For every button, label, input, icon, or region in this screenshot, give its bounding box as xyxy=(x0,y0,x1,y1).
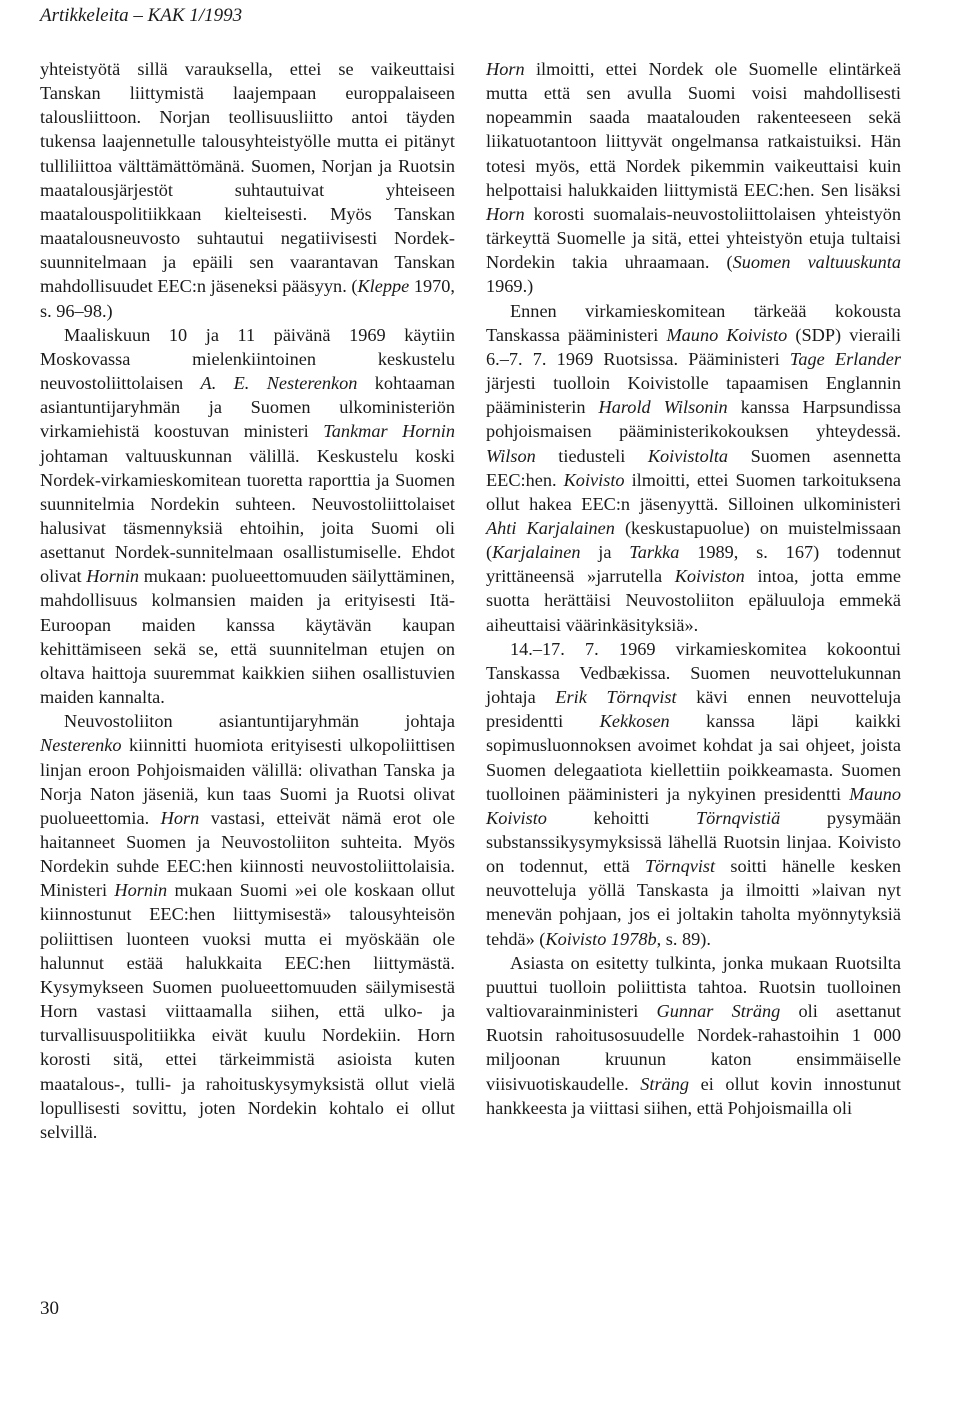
right-column xyxy=(486,57,901,1120)
paragraph: Horn ilmoitti, ettei Nordek ole Suomelle elintärkeä mutta että sen avulla Suomi voisi mahdollisesti nopeammin saada maatalouden rakenteeseen sekä liikatuotantoon liittyvät ongelmansa ratkaistuiksi. Hän totesi myös, että Nordek pikemmin vaikeuttaisi kuin helpottaisi halukkaiden liittymistä EEC:hen. Sen lisäksi Horn korosti suomalais-neuvostoliittolaisen yhteistyön tärkeyttä Suomelle ja sitä, ettei yhteistyön etuja tultaisi Nordekin takia uhraamaan. (Suomen valtuuskunta 1969.) xyxy=(486,59,901,297)
paragraph: Maaliskuun 10 ja 11 päivänä 1969 käytiin Moskovassa mielenkiintoinen keskustelu neuvostoliittolaisen A. E. Nesterenkon kohtaaman asiantuntijaryhmän ja Suomen ulkoministeriön virkamiehistä koostuvan ministeri Tankmar Hornin johtaman valtuuskunnan välillä. Keskustelu koski Nordek-virkamieskomitean tuoretta raporttia ja Suomen suunnitelmia Nordekin suhteen. Neuvostoliittolaiset halusivat täsmennyksiä ehtoihin, joita Suomi oli asettanut Nordek-sunnitelmaan osallistumiselle. Ehdot olivat Hornin mukaan: puolueettomuuden säilyttäminen, mahdollisuus kolmansien maiden ja erityisesti Itä-Euroopan maiden kanssa käytävän kaupan kehittämiseen sekä se, että suunnitelman etujen on oltava haittoja suuremmat kaikkien siihen osallistuvien maiden kannalta. xyxy=(40,324,456,708)
paragraph: Neuvostoliiton asiantuntijaryhmän johtaja Nesterenko kiinnitti huomiota erityisesti ulkopoliittisen linjan eroon Pohjoismaiden välillä: olivathan Tanska ja Norja Naton jäseniä, kun taas Suomi ja Ruotsi olivat puolueettomia. Horn vastasi, etteivät nämä erot ole haitanneet Suomen ja Neuvostoliiton suhteita. Myös Nordekin suhde EEC:hen kiinnosti neuvostoliittolaisia. Ministeri Hornin mukaan Suomi »ei ole koskaan ollut kiinnostunut EEC:hen liittymisestä» talousyhteisön poliittisen luonteen vuoksi mutta ei myöskään ole halunnut estää halukkaita EEC:hen liittymästä. Kysymykseen Suomen puolueettomuuden säilymisestä Horn vastasi viittaamalla siihen, että ulko- ja turvallisuuspolitiikka eivät kuulu Nordekiin. Horn korosti sitä, ettei tärkeimmistä asioista kuten maatalous-, tulli- ja rahoituskysymyksistä ollut vielä lopullisesti sovittu, joten Nordekin kohtalo ei ollut selvillä. xyxy=(40,711,455,1142)
left-column xyxy=(40,57,455,1144)
paragraph: 14.–17. 7. 1969 virkamieskomitea kokoontui Tanskassa Vedbækissa. Suomen neuvottelukunnan johtaja Erik Törnqvist kävi ennen neuvotteluja presidentti Kekkosen kanssa läpi kaikki sopimusluonnoksen avoimet kohdat ja sai ohjeet, joista Suomen delegaatiota kiellettiin poikkeamasta. Suomen tuolloinen pääministeri ja nykyinen presidentti Mauno Koivisto kehoitti Törnqvistiä pysymään substanssikysymyksissä lähellä Ruotsin linjaa. Koivisto on todennut, että Törnqvist soitti hänelle kesken neuvotteluja yöllä Tanskasta ja ilmoitti »laivan nyt menevän pohjaan, jos ei joltakin taholta myönnytyksiä tehdä» (Koivisto 1978b, s. 89). xyxy=(486,638,901,949)
page-number: 30 xyxy=(40,1298,59,1319)
paragraph: yhteistyötä sillä varauksella, ettei se vaikeuttaisi Tanskan liittymistä laajempaan europpalaiseen talousliittoon. Norjan teollisuusliitto antoi täyden tukensa laajennetulle talousyhteistyölle mutta ei pitänyt tulliliittoa välttämättömänä. Suomen, Norjan ja Ruotsin maatalousjärjestöt suhtautuivat yhteiseen maatalouspolitiikkaan kielteisesti. Myös Tanskan maatalousneuvosto suhtautui negatiivisesti Nordek-suunnitelmaan ja epäili sen vaarantavan Tanskan mahdollisuudet EEC:n jäseneksi pääsyyn. (Kleppe 1970, s. 96–98.) xyxy=(40,59,456,321)
running-header: Artikkeleita – KAK 1/1993 xyxy=(40,5,243,26)
paragraph: Asiasta on esitetty tulkinta, jonka mukaan Ruotsilta puuttui tuolloin poliittista tahtoa. Ruotsin tuolloinen valtiovarainministeri Gunnar Sträng oli asettanut Ruotsin rahoitusosuudelle Nordek-rahastoihin 1 000 miljoonan kruunun katon ensimmäiselle viisivuotiskaudelle. Sträng ei ollut kovin innostunut hankkeesta ja viittasi siihen, että Pohjoismailla oli xyxy=(486,952,901,1118)
paragraph: Ennen virkamieskomitean tärkeää kokousta Tanskassa pääministeri Mauno Koivisto (SDP) vieraili 6.–7. 7. 1969 Ruotsissa. Pääministeri Tage Erlander järjesti tuolloin Koivistolle tapaamisen Englannin pääministerin Harold Wilsonin kanssa Harpsundissa pohjoismaisen pääministerikokouksen yhteydessä. Wilson tiedusteli Koivistolta Suomen asennetta EEC:hen. Koivisto ilmoitti, ettei Suomen tarkoituksena ollut hakea EEC:n jäsenyyttä. Silloinen ulkoministeri Ahti Karjalainen (keskustapuolue) on muistelmissaan (Karjalainen ja Tarkka 1989, s. 167) todennut yrittäneensä »jarrutella Koiviston intoa, jotta emme suotta herättäisi Neuvostoliiton epäluuloja emmekä aiheuttaisi väärinkäsityksiä». xyxy=(486,300,902,635)
